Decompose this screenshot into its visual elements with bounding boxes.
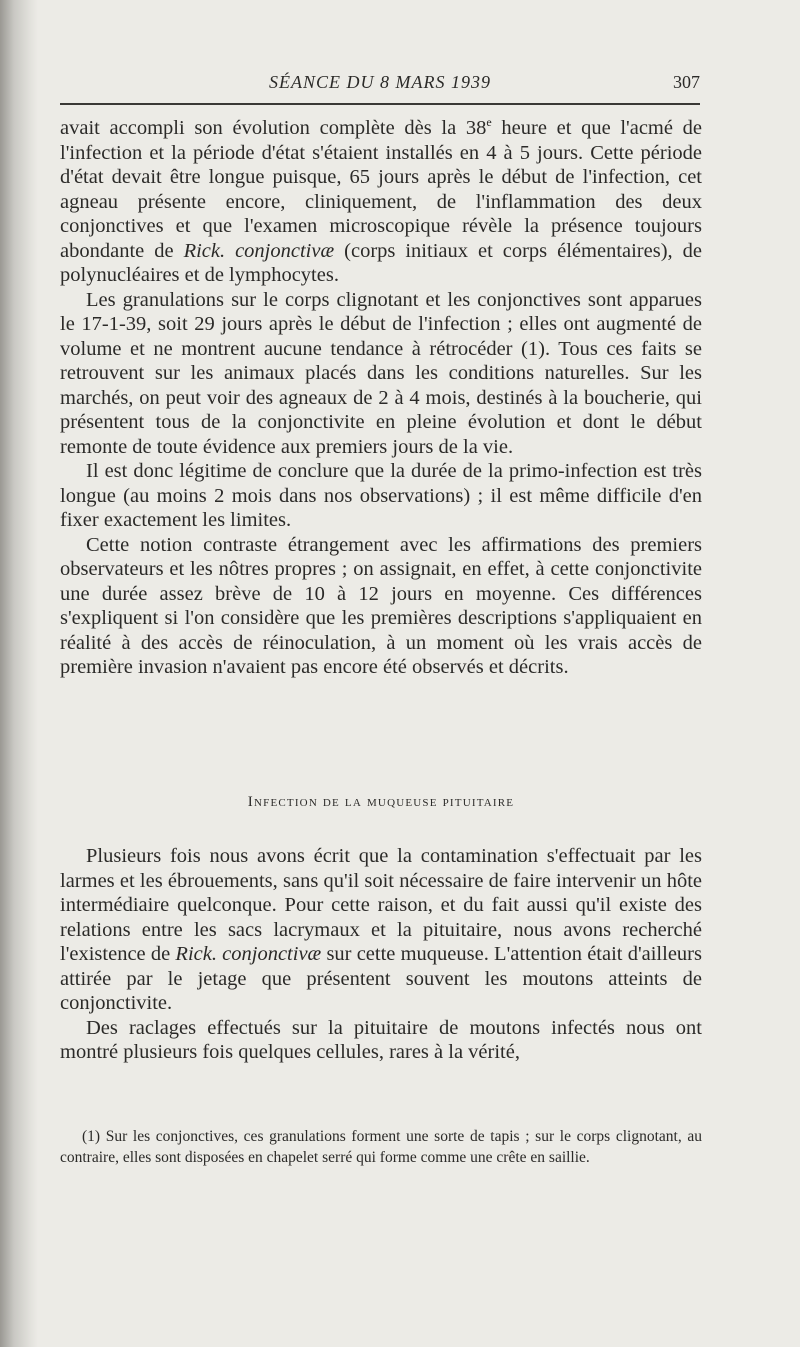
paragraph-4: Cette notion contraste étrangement avec les affirmations des premiers observateurs et les nôtres propres ; on assignait, en effet, à cette conjonctivite une durée assez brève de 10 à 12 jours en moyenne. Ces différences s'expliquent si l'on considère que les premières descriptions s'appliquaient en réalité à des accès de réinoculation, à un moment où les vrais accès de première invasion n'avaient pas encore été observés et décrits.	[60, 533, 702, 678]
footnote-text: (1) Sur les conjonctives, ces granulations forment une sorte de tapis ; sur le corps clignotant, au contraire, elles sont disposées en chapelet serré qui forme comme une crête en saillie.	[60, 1128, 702, 1166]
paragraph-3: Il est donc légitime de conclure que la durée de la primo-infection est très longue (au moins 2 mois dans nos observations) ; il est même difficile d'en fixer exactement les limites.	[60, 460, 702, 531]
paragraph-1-part-b: heure et que l'acmé de l'infection et la période d'état s'étaient installés en 4 à 5 jours. Cette période d'état devait être longue puisque, 65 jours après le début de l'infection, cet agneau présente encore, cliniquement, de l'inflammation des deux conjonctives et que l'examen microscopique révèle la présence toujours abondante de	[60, 117, 703, 262]
paragraph-1-part-a: avait accompli son évolution complète dès la 38	[60, 117, 487, 139]
page-binding-shadow	[0, 0, 38, 1347]
section-title: Infection de la muqueuse pituitaire	[247, 794, 515, 810]
page-number: 307	[673, 72, 700, 92]
superscript: e	[486, 115, 492, 129]
paragraph-5	[60, 844, 702, 1016]
species-name: Rick. conjonctivæ	[183, 239, 335, 262]
header-rule	[60, 103, 700, 105]
running-title: SÉANCE DU 8 MARS 1939	[269, 72, 491, 92]
paragraph-1-part-c: (corps initiaux et corps élémentaires), de polynucléaires et de lymphocytes.	[60, 239, 702, 286]
paragraph-5-part-a: Plusieurs fois nous avons écrit que la contamination s'effectuait par les larmes et les ébrouements, sans qu'il soit nécessaire de faire intervenir un hôte intermédiaire quelconque. Pour cette raison, et du fait aussi qu'il existe des relations entre les sacs lacrymaux et la pituitaire, nous avons recherché l'existence de	[60, 845, 702, 965]
footnote	[60, 1126, 702, 1168]
species-name-2: Rick. conjonctivæ	[175, 943, 322, 965]
paragraph-5-part-b: sur cette muqueuse. L'attention était d'ailleurs attirée par le jetage que présentent souvent les moutons atteints de conjonctivite.	[60, 943, 702, 1014]
paragraph-6: Des raclages effectués sur la pituitaire de moutons infectés nous ont montré plusieurs fois quelques cellules, rares à la vérité,	[60, 1016, 702, 1063]
paragraph-2: Les granulations sur le corps clignotant et les conjonctives sont apparues le 17-1-39, soit 29 jours après le début de l'infection ; elles ont augmenté de volume et ne montrent aucune tendance à rétrocéder (1). Tous ces faits se retrouvent sur les animaux placés dans les conditions naturelles. Sur les marchés, on peut voir des agneaux de 2 à 4 mois, destinés à la boucherie, qui présentent tous de la conjonctivite en pleine évolution et dont le début remonte de toute évidence aux premiers jours de la vie.	[60, 288, 702, 458]
body-text-2	[60, 844, 702, 1065]
page-header	[60, 70, 700, 100]
paragraph-1	[60, 116, 702, 288]
body-text	[60, 116, 702, 680]
